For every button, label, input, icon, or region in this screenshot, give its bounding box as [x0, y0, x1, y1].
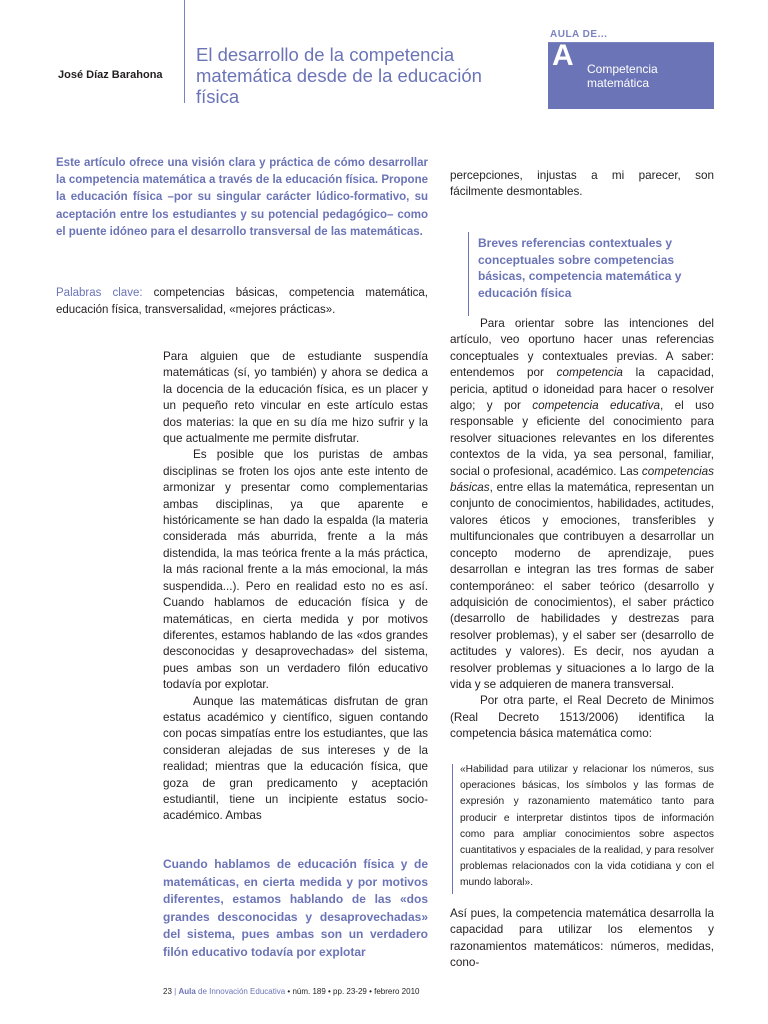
keywords: [56, 285, 428, 319]
section-name: Competencia matemática: [587, 62, 658, 90]
footer-separator: |: [174, 987, 177, 996]
header-divider-line: [184, 0, 185, 103]
section-label: AULA DE...: [550, 29, 608, 40]
emphasis: competencias básicas: [450, 464, 714, 495]
paragraph: Es posible que los puristas de ambas disciplinas se froten los ojos ante este intento de armonizar y presentar como complementarias ambas disciplinas, ya que aparente e históricamente se han dado la espalda (la materia considerada más aburrida, frente a la más distendida, la mas teórica frente a la más práctica, la más racional frente a la más emocional, la más suspendida...). Pero en realidad esto no es así. Cuando hablamos de educación física y de matemáticas, en cierta medida y por motivos diferentes, estamos hablando de las «dos grandes desconocidas y desaprovechadas» del sistema, pues ambas son un verdadero filón educativo todavía por explotar.: [163, 448, 428, 692]
block-quote: «Habilidad para utilizar y relacionar los números, sus operaciones básicas, los símbolos y las formas de expresión y razonamiento matemático tanto para producir e interpretar distintos tipos de información como para ampliar conocimientos sobre aspectos cuantitativos y espaciales de la realidad, y para resolver problemas relacionados con la vida cotidiana y con el mundo laboral».: [460, 764, 714, 889]
paragraph: Así pues, la competencia matemática desarrolla la capacidad para utilizar los elementos y razonamientos matemáticos: números, medidas, cono-: [450, 907, 714, 970]
body-column-2: [450, 316, 714, 743]
continued-text: percepciones, injustas a mi parecer, son fácilmente desmontables.: [450, 169, 714, 199]
text-run: la capacidad, pericia, aptitud o idoneidad para hacer o resolver algo; y por: [450, 366, 714, 413]
keywords-text: competencias básicas, competencia matemática, educación física, transversalidad, «mejores prácticas».: [56, 287, 428, 317]
page-footer: [163, 987, 419, 996]
heading-accent-bar: [468, 232, 469, 316]
article-title: El desarrollo de la competencia matemática desde de la educación física: [196, 44, 482, 107]
emphasis: competencia educativa: [532, 399, 660, 413]
journal-name-aula: Aula: [178, 987, 196, 996]
keywords-label: Palabras clave:: [56, 287, 143, 299]
text-run: Para orientar sobre las intenciones del artículo, veo oportuno hacer unas referencias conceptuales y contextuales previas. A saber: entendemos por: [450, 317, 714, 380]
author-name: José Díaz Barahona: [58, 69, 163, 81]
journal-name: de Innovación Educativa: [195, 987, 286, 996]
paragraph: [450, 316, 714, 693]
paragraph: Por otra parte, el Real Decreto de Minimos (Real Decreto 1513/2006) identifica la competencia básica matemática como:: [450, 694, 714, 741]
pull-quote: Cuando hablamos de educación física y de matemáticas, en cierta medida y por motivos diferentes, estamos hablando de las «dos grandes desconocidas y desaprovechadas» del sistema, pues ambas son un verdadero filón educativo todavía por explotar: [163, 857, 428, 959]
text-run: , entre ellas la matemática, representan un conjunto de conocimientos, habilidades, actitudes, valores éticos y emociones, transferibles y multifuncionales que contribuyen a desarrollar un concepto moderno de aprendizaje, pues desarrollan e integran las tres formas de saber contemporáneo: el saber teórico (desarrollo y adquisición de conocimientos), el saber práctico (desarrollo de habilidades y destrezas para resolver problemas), y el saber ser (desarrollo de actitudes y valores). Es decir, nos ayudan a resolver problemas y situaciones a lo largo de la vida y se adquieren de manera transversal.: [450, 481, 714, 691]
emphasis: competencia: [556, 366, 623, 380]
abstract: Este artículo ofrece una visión clara y práctica de cómo desarrollar la competencia matemática a través de la educación física. Propone la educación física –por su singular carácter lúdico-formativo, su aceptación entre los estudiantes y su potencial pedagógico– como el puente idóneo para el desarrollo transversal de las matemáticas.: [56, 157, 428, 238]
body-column-1: [163, 349, 428, 825]
paragraph: Aunque las matemáticas disfrutan de gran estatus académico y científico, siguen contando con pocas simpatías entre los estudiantes, que las consideran alejadas de sus intereses y de la realidad; mientras que la educación física, que goza de gran predicamento y aceptación estudiantil, tiene un incipiente estatus socio-académico. Ambas: [163, 694, 428, 823]
page-number: 23: [163, 987, 172, 996]
paragraph: Para alguien que de estudiante suspendía matemáticas (sí, yo también) y ahora se dedica a la docencia de la educación física, es un placer y un pequeño reto vincular en este artículo estas dos materias: la que en su día me hizo sufrir y la que actualmente me permite disfrutar.: [163, 350, 428, 446]
quote-accent-bar: [452, 764, 453, 894]
section-heading: Breves referencias contextuales y conceptuales sobre competencias básicas, competencia matemática y educación física: [478, 236, 682, 300]
section-letter: A: [552, 39, 574, 72]
issue-info: • núm. 189 • pp. 23-29 • febrero 2010: [285, 987, 420, 996]
text-run: , el uso responsable y eficiente del conocimiento para resolver situaciones relevantes en los diferentes contextos de la vida, ya sea personal, familiar, social o profesional, académico. Las: [450, 399, 714, 478]
